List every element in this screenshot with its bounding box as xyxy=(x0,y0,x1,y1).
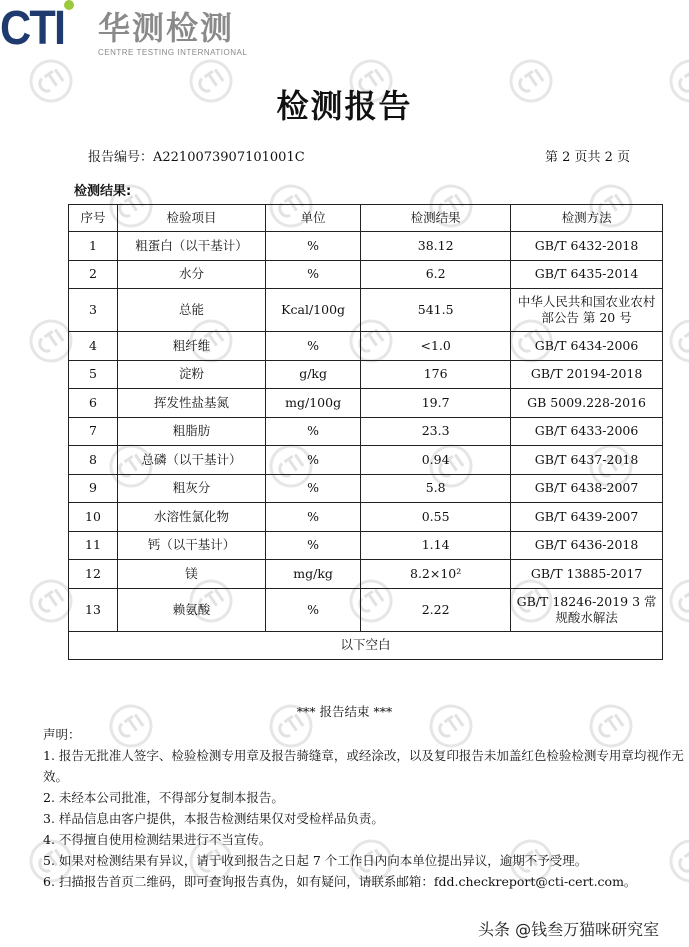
table-cell: GB/T 6438-2007 xyxy=(511,474,663,503)
table-cell: 钙（以干基计） xyxy=(117,531,265,560)
page-number: 第 2 页共 2 页 xyxy=(545,150,631,165)
table-row xyxy=(69,360,663,389)
table-header-row xyxy=(69,205,663,232)
table-cell: 13 xyxy=(69,588,118,631)
table-cell: 镁 xyxy=(117,560,265,589)
table-cell: GB/T 6433-2006 xyxy=(511,417,663,446)
statement-heading: 声明： xyxy=(43,727,81,742)
table-cell: % xyxy=(266,588,361,631)
table-cell: 0.55 xyxy=(361,503,511,532)
table-cell: GB/T 6437-2018 xyxy=(511,446,663,475)
table-cell: 总磷（以干基计） xyxy=(117,446,265,475)
table-cell: 10 xyxy=(69,503,118,532)
table-cell: % xyxy=(266,446,361,475)
blank-row xyxy=(69,631,663,660)
table-row xyxy=(69,417,663,446)
table-cell: 2.22 xyxy=(361,588,511,631)
cti-watermark-icon xyxy=(0,174,3,238)
section-title: 检测结果: xyxy=(74,184,132,199)
table-cell: 1.14 xyxy=(361,531,511,560)
table-cell: 6 xyxy=(69,389,118,418)
table-cell: <1.0 xyxy=(361,332,511,361)
results-table xyxy=(68,204,663,660)
table-cell: GB/T 6432-2018 xyxy=(511,232,663,261)
table-row xyxy=(69,560,663,589)
table-cell: % xyxy=(266,260,361,289)
table-cell: 0.94 xyxy=(361,446,511,475)
column-header: 序号 xyxy=(69,205,118,232)
column-header: 检测结果 xyxy=(361,205,511,232)
table-cell: 23.3 xyxy=(361,417,511,446)
table-cell: 8.2×10² xyxy=(361,560,511,589)
table-row xyxy=(69,474,663,503)
table-cell: 3 xyxy=(69,289,118,332)
table-cell: % xyxy=(266,332,361,361)
logo-dot xyxy=(64,0,74,10)
statement-item: 2. 未经本公司批准，不得部分复制本报告。 xyxy=(43,790,284,805)
table-cell: 19.7 xyxy=(361,389,511,418)
table-cell: Kcal/100g xyxy=(266,289,361,332)
table-row xyxy=(69,232,663,261)
table-cell: GB/T 6439-2007 xyxy=(511,503,663,532)
table-cell: 水溶性氯化物 xyxy=(117,503,265,532)
table-cell: 粗脂肪 xyxy=(117,417,265,446)
table-cell: GB/T 18246-2019 3 常规酸水解法 xyxy=(511,588,663,631)
cti-watermark-icon xyxy=(659,309,689,373)
statement-item: 5. 如果对检测结果有异议，请于收到报告之日起 7 个工作日内向本单位提出异议，逾期不予受理。 xyxy=(43,853,588,868)
table-row xyxy=(69,289,663,332)
column-header: 检测方法 xyxy=(511,205,663,232)
column-header: 检验项目 xyxy=(117,205,265,232)
statement-item: 4. 不得擅自使用检测结果进行不当宣传。 xyxy=(43,832,272,847)
table-cell: 赖氨酸 xyxy=(117,588,265,631)
source-watermark: 头条 @钱叁万猫咪研究室 xyxy=(478,920,660,939)
table-cell: GB/T 6434-2006 xyxy=(511,332,663,361)
statement-item: 3. 样品信息由客户提供，本报告检测结果仅对受检样品负责。 xyxy=(43,811,384,826)
table-cell: 12 xyxy=(69,560,118,589)
blank-note: 以下空白 xyxy=(69,631,663,660)
table-cell: % xyxy=(266,232,361,261)
statement xyxy=(43,724,689,892)
table-cell: 粗蛋白（以干基计） xyxy=(117,232,265,261)
table-cell: 粗灰分 xyxy=(117,474,265,503)
table-cell: 6.2 xyxy=(361,260,511,289)
table-cell: 9 xyxy=(69,474,118,503)
logo-chinese: 华测检测 xyxy=(98,9,235,47)
table-cell: 粗纤维 xyxy=(117,332,265,361)
table-cell: % xyxy=(266,503,361,532)
table-cell: 4 xyxy=(69,332,118,361)
table-cell: 挥发性盐基氮 xyxy=(117,389,265,418)
table-cell: 中华人民共和国农业农村部公告 第 20 号 xyxy=(511,289,663,332)
table-cell: % xyxy=(266,417,361,446)
table-cell: 5.8 xyxy=(361,474,511,503)
logo-english: CENTRE TESTING INTERNATIONAL xyxy=(98,48,248,57)
table-cell: GB 5009.228-2016 xyxy=(511,389,663,418)
table-cell: GB/T 13885-2017 xyxy=(511,560,663,589)
cti-watermark-icon xyxy=(0,434,3,498)
table-cell: 水分 xyxy=(117,260,265,289)
table-row xyxy=(69,446,663,475)
table-row xyxy=(69,588,663,631)
table-row xyxy=(69,389,663,418)
table-cell: % xyxy=(266,474,361,503)
table-cell: mg/kg xyxy=(266,560,361,589)
table-cell: GB/T 6435-2014 xyxy=(511,260,663,289)
report-end: *** 报告结束 *** xyxy=(296,704,393,719)
table-cell: % xyxy=(266,531,361,560)
table-row xyxy=(69,531,663,560)
statement-item: 1. 报告无批准人签字、检验检测专用章及报告骑缝章，或经涂改，以及复印报告未加盖红色检验检测专用章均视作无效。 xyxy=(43,748,684,784)
table-cell: 541.5 xyxy=(361,289,511,332)
cti-watermark-icon xyxy=(659,569,689,633)
table-row xyxy=(69,332,663,361)
table-cell: 5 xyxy=(69,360,118,389)
table-cell: 1 xyxy=(69,232,118,261)
table-row xyxy=(69,503,663,532)
cti-logo: CTI xyxy=(0,2,65,55)
table-cell: GB/T 6436-2018 xyxy=(511,531,663,560)
page-title: 检测报告 xyxy=(276,87,413,125)
table-cell: 38.12 xyxy=(361,232,511,261)
table-cell: 11 xyxy=(69,531,118,560)
table-cell: 7 xyxy=(69,417,118,446)
table-cell: 总能 xyxy=(117,289,265,332)
table-cell: mg/100g xyxy=(266,389,361,418)
table-cell: 2 xyxy=(69,260,118,289)
table-cell: 176 xyxy=(361,360,511,389)
column-header: 单位 xyxy=(266,205,361,232)
table-cell: 8 xyxy=(69,446,118,475)
report-number: 报告编号：A2210073907101001C xyxy=(88,150,305,165)
table-row xyxy=(69,260,663,289)
table-cell: GB/T 20194-2018 xyxy=(511,360,663,389)
statement-item: 6. 扫描报告首页二维码，即可查询报告真伪，如有疑问，请联系邮箱：fdd.checkreport@cti-cert.com。 xyxy=(43,874,637,889)
table-cell: g/kg xyxy=(266,360,361,389)
table-cell: 淀粉 xyxy=(117,360,265,389)
